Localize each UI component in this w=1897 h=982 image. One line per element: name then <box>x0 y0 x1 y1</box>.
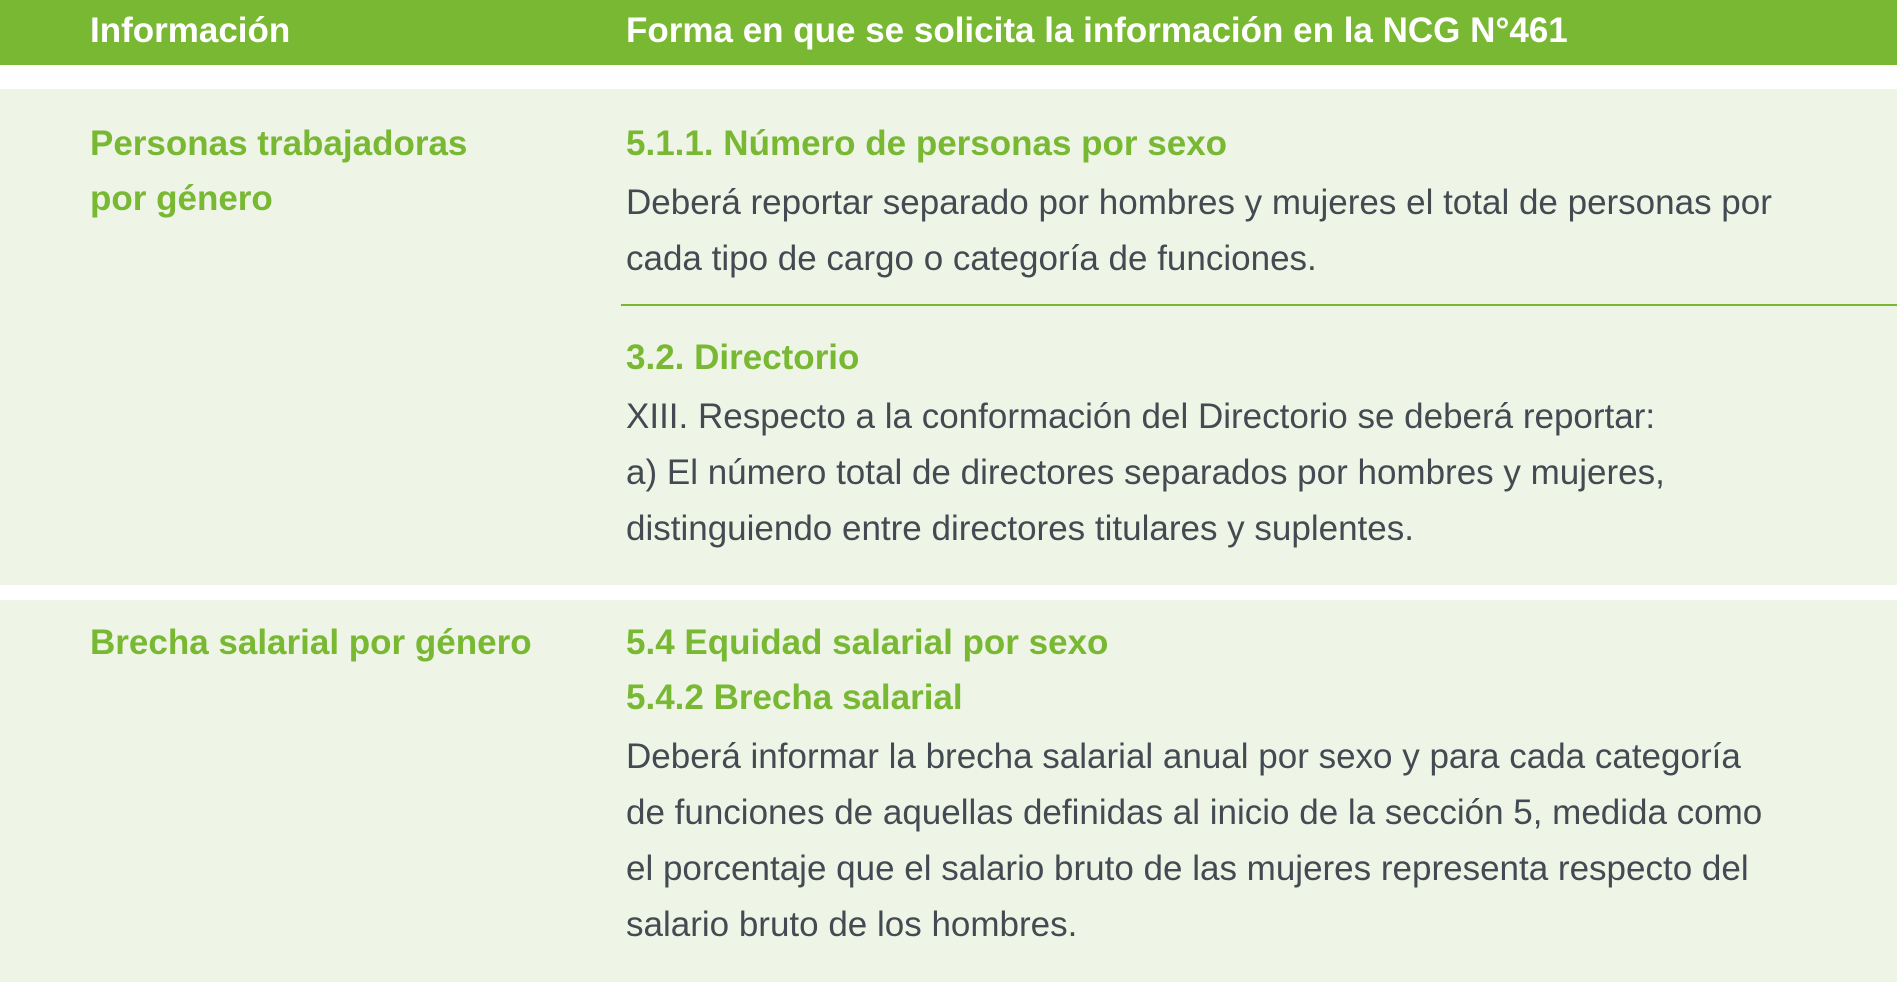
section-divider <box>621 304 1897 306</box>
body-line: el porcentaje que el salario bruto de las mujeres representa respecto del <box>626 849 1749 888</box>
body-line: Deberá informar la brecha salarial anual por sexo y para cada categoría <box>626 737 1741 776</box>
header-informacion: Información <box>90 11 291 50</box>
body-line: a) El número total de directores separados por hombres y mujeres, <box>626 453 1665 492</box>
table-row <box>0 600 1897 982</box>
requirement-section <box>626 116 1866 287</box>
body-line: XIII. Respecto a la conformación del Directorio se deberá reportar: <box>626 397 1656 436</box>
requirement-section <box>626 330 1866 557</box>
section-body <box>626 175 1866 287</box>
header-forma-solicitud: Forma en que se solicita la información en la NCG N°461 <box>626 11 1568 50</box>
body-line: Deberá reportar separado por hombres y mujeres el total de personas por <box>626 183 1772 222</box>
body-line: cada tipo de cargo o categoría de funciones. <box>626 239 1317 278</box>
section-heading: 5.4 Equidad salarial por sexo <box>626 623 1109 662</box>
section-body <box>626 729 1866 953</box>
section-heading: 5.1.1. Número de personas por sexo <box>626 124 1228 163</box>
section-body <box>626 389 1866 557</box>
row-label <box>90 116 560 226</box>
row-label <box>90 615 560 670</box>
section-heading: 3.2. Directorio <box>626 338 860 377</box>
table-row <box>0 89 1897 585</box>
row-label-line: por género <box>90 179 273 218</box>
body-line: distinguiendo entre directores titulares y suplentes. <box>626 509 1414 548</box>
section-subheading: 5.4.2 Brecha salarial <box>626 678 963 717</box>
row-label-line: Brecha salarial por género <box>90 623 532 662</box>
body-line: salario bruto de los hombres. <box>626 905 1078 944</box>
body-line: de funciones de aquellas definidas al inicio de la sección 5, medida como <box>626 793 1763 832</box>
row-label-line: Personas trabajadoras <box>90 124 468 163</box>
table-header <box>0 0 1897 65</box>
requirement-section <box>626 615 1866 953</box>
